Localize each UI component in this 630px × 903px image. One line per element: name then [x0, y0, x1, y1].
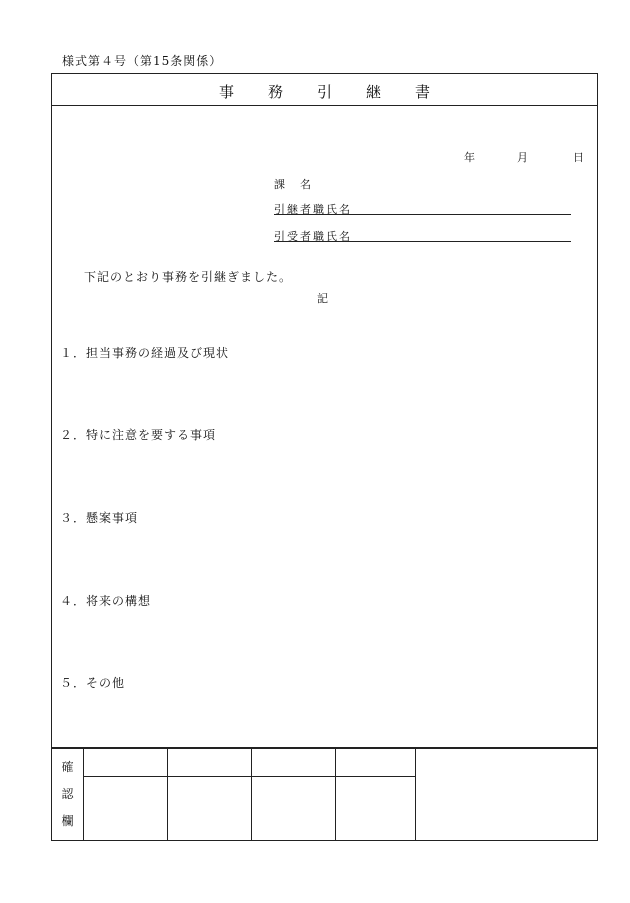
ki-heading: 記: [317, 292, 328, 305]
item-pending-issues: ３．懸案事項: [60, 511, 139, 525]
successor-name-label: 引受者職氏名: [274, 230, 352, 243]
approver-seal-cell[interactable]: [84, 777, 168, 841]
remarks-cell[interactable]: [416, 749, 598, 841]
document-title: 事務引継書: [218, 83, 464, 101]
confirmation-section: [51, 748, 598, 841]
approver-title-cell[interactable]: [84, 749, 168, 777]
item-other: ５．その他: [60, 676, 126, 690]
date-year-label: 年: [464, 151, 475, 164]
section-name-label: 課 名: [274, 178, 313, 191]
document-frame: [51, 73, 598, 841]
approver-seal-cell[interactable]: [168, 777, 252, 841]
item-future-plans: ４．将来の構想: [60, 594, 152, 608]
approver-seal-cell[interactable]: [336, 777, 416, 841]
approver-seal-cell[interactable]: [252, 777, 336, 841]
approver-title-cell[interactable]: [336, 749, 416, 777]
confirmation-label-char: 欄: [61, 814, 74, 828]
confirmation-label-char: 認: [61, 787, 74, 801]
confirmation-label: [52, 749, 84, 841]
predecessor-name-label: 引継者職氏名: [274, 203, 352, 216]
date-day-label: 日: [573, 151, 584, 164]
item-special-notes: ２．特に注意を要する事項: [60, 428, 217, 442]
confirmation-table: [51, 748, 598, 841]
date-month-label: 月: [517, 151, 528, 164]
item-current-status: １．担当事務の経過及び現状: [60, 346, 230, 360]
predecessor-name-field[interactable]: [274, 214, 571, 215]
approver-title-cell[interactable]: [252, 749, 336, 777]
confirmation-label-char: 確: [61, 760, 74, 774]
handover-statement: 下記のとおり事務を引継ぎました。: [84, 270, 293, 284]
approver-title-cell[interactable]: [168, 749, 252, 777]
form-number-label: 様式第４号（第15条関係）: [62, 54, 223, 68]
successor-name-field[interactable]: [274, 241, 571, 242]
title-divider: [51, 105, 598, 106]
